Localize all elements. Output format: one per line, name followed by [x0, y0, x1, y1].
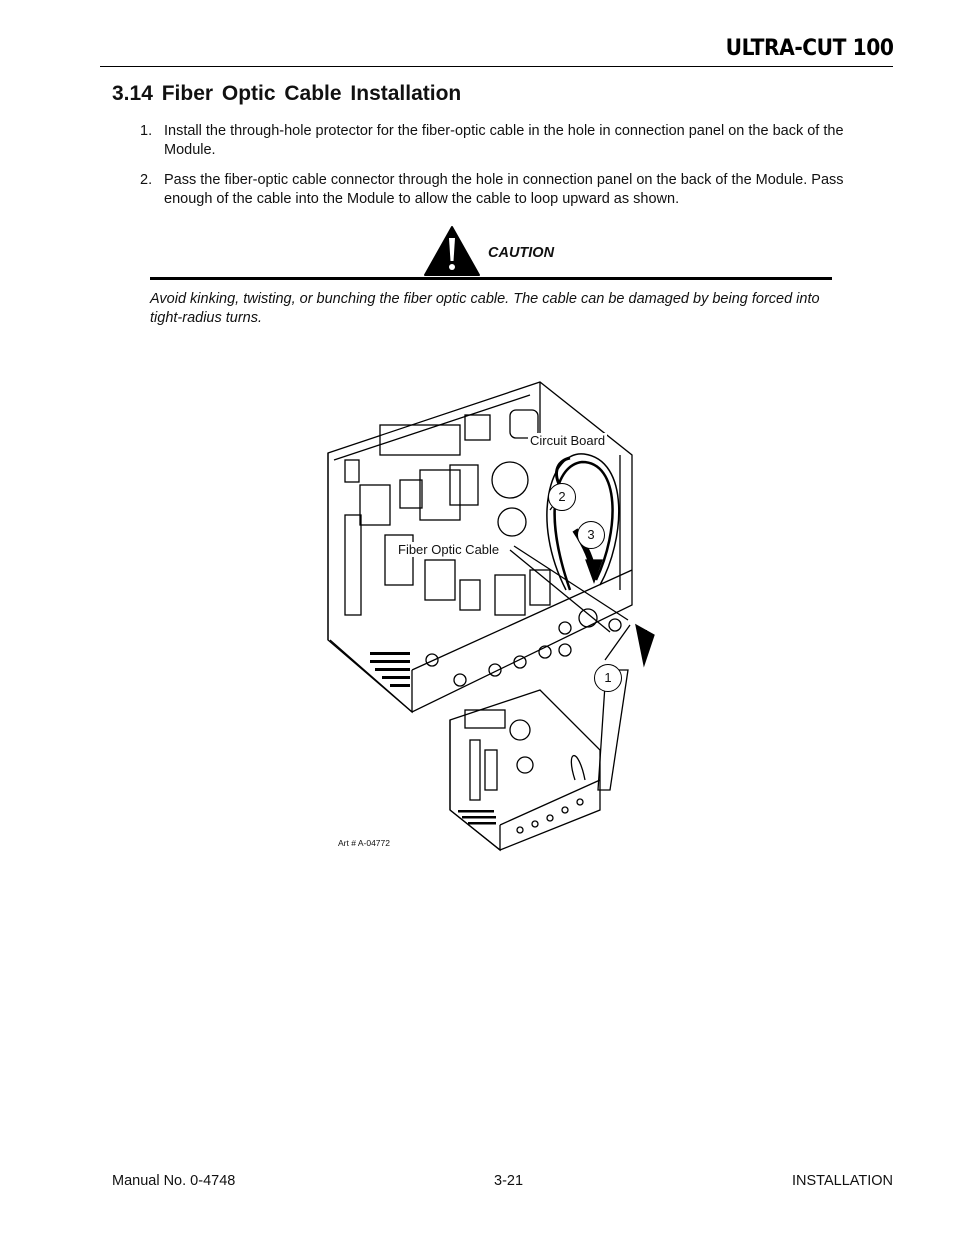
art-number: Art # A-04772 — [338, 838, 390, 848]
step-text: Install the through-hole protector for the fiber-optic cable in the hole in connection panel on the back of the Module. — [164, 123, 844, 158]
fiber-optic-cable-label: Fiber Optic Cable — [398, 542, 500, 557]
callout-1: 1 — [594, 664, 622, 692]
caution-rule — [150, 277, 832, 280]
step-1 — [140, 122, 875, 159]
product-title: ULTRA-CUT 100 — [725, 36, 893, 61]
section-title: 3.14 Fiber Optic Cable Installation — [112, 82, 462, 105]
callout-3: 3 — [577, 521, 605, 549]
step-2 — [140, 171, 875, 208]
caution-text: Avoid kinking, twisting, or bunching the fiber optic cable. The cable can be damaged by being forced into tight-radius turns. — [150, 291, 820, 326]
header-rule — [100, 66, 893, 67]
circuit-board-label: Circuit Board — [530, 433, 606, 448]
step-number: 2. — [140, 172, 153, 188]
module-illustration — [320, 370, 660, 860]
chapter-name: INSTALLATION — [792, 1173, 893, 1189]
step-text: Pass the fiber-optic cable connector through the hole in connection panel on the back of the Module. Pass enough of the cable into the Module to allow the cable to loop upward as shown. — [164, 172, 844, 207]
warning-triangle-icon — [423, 225, 481, 277]
manual-number: Manual No. 0-4748 — [112, 1173, 236, 1189]
page-number: 3-21 — [494, 1173, 524, 1189]
step-number: 1. — [140, 123, 153, 139]
callout-2: 2 — [548, 483, 576, 511]
caution-label: CAUTION — [488, 245, 555, 261]
